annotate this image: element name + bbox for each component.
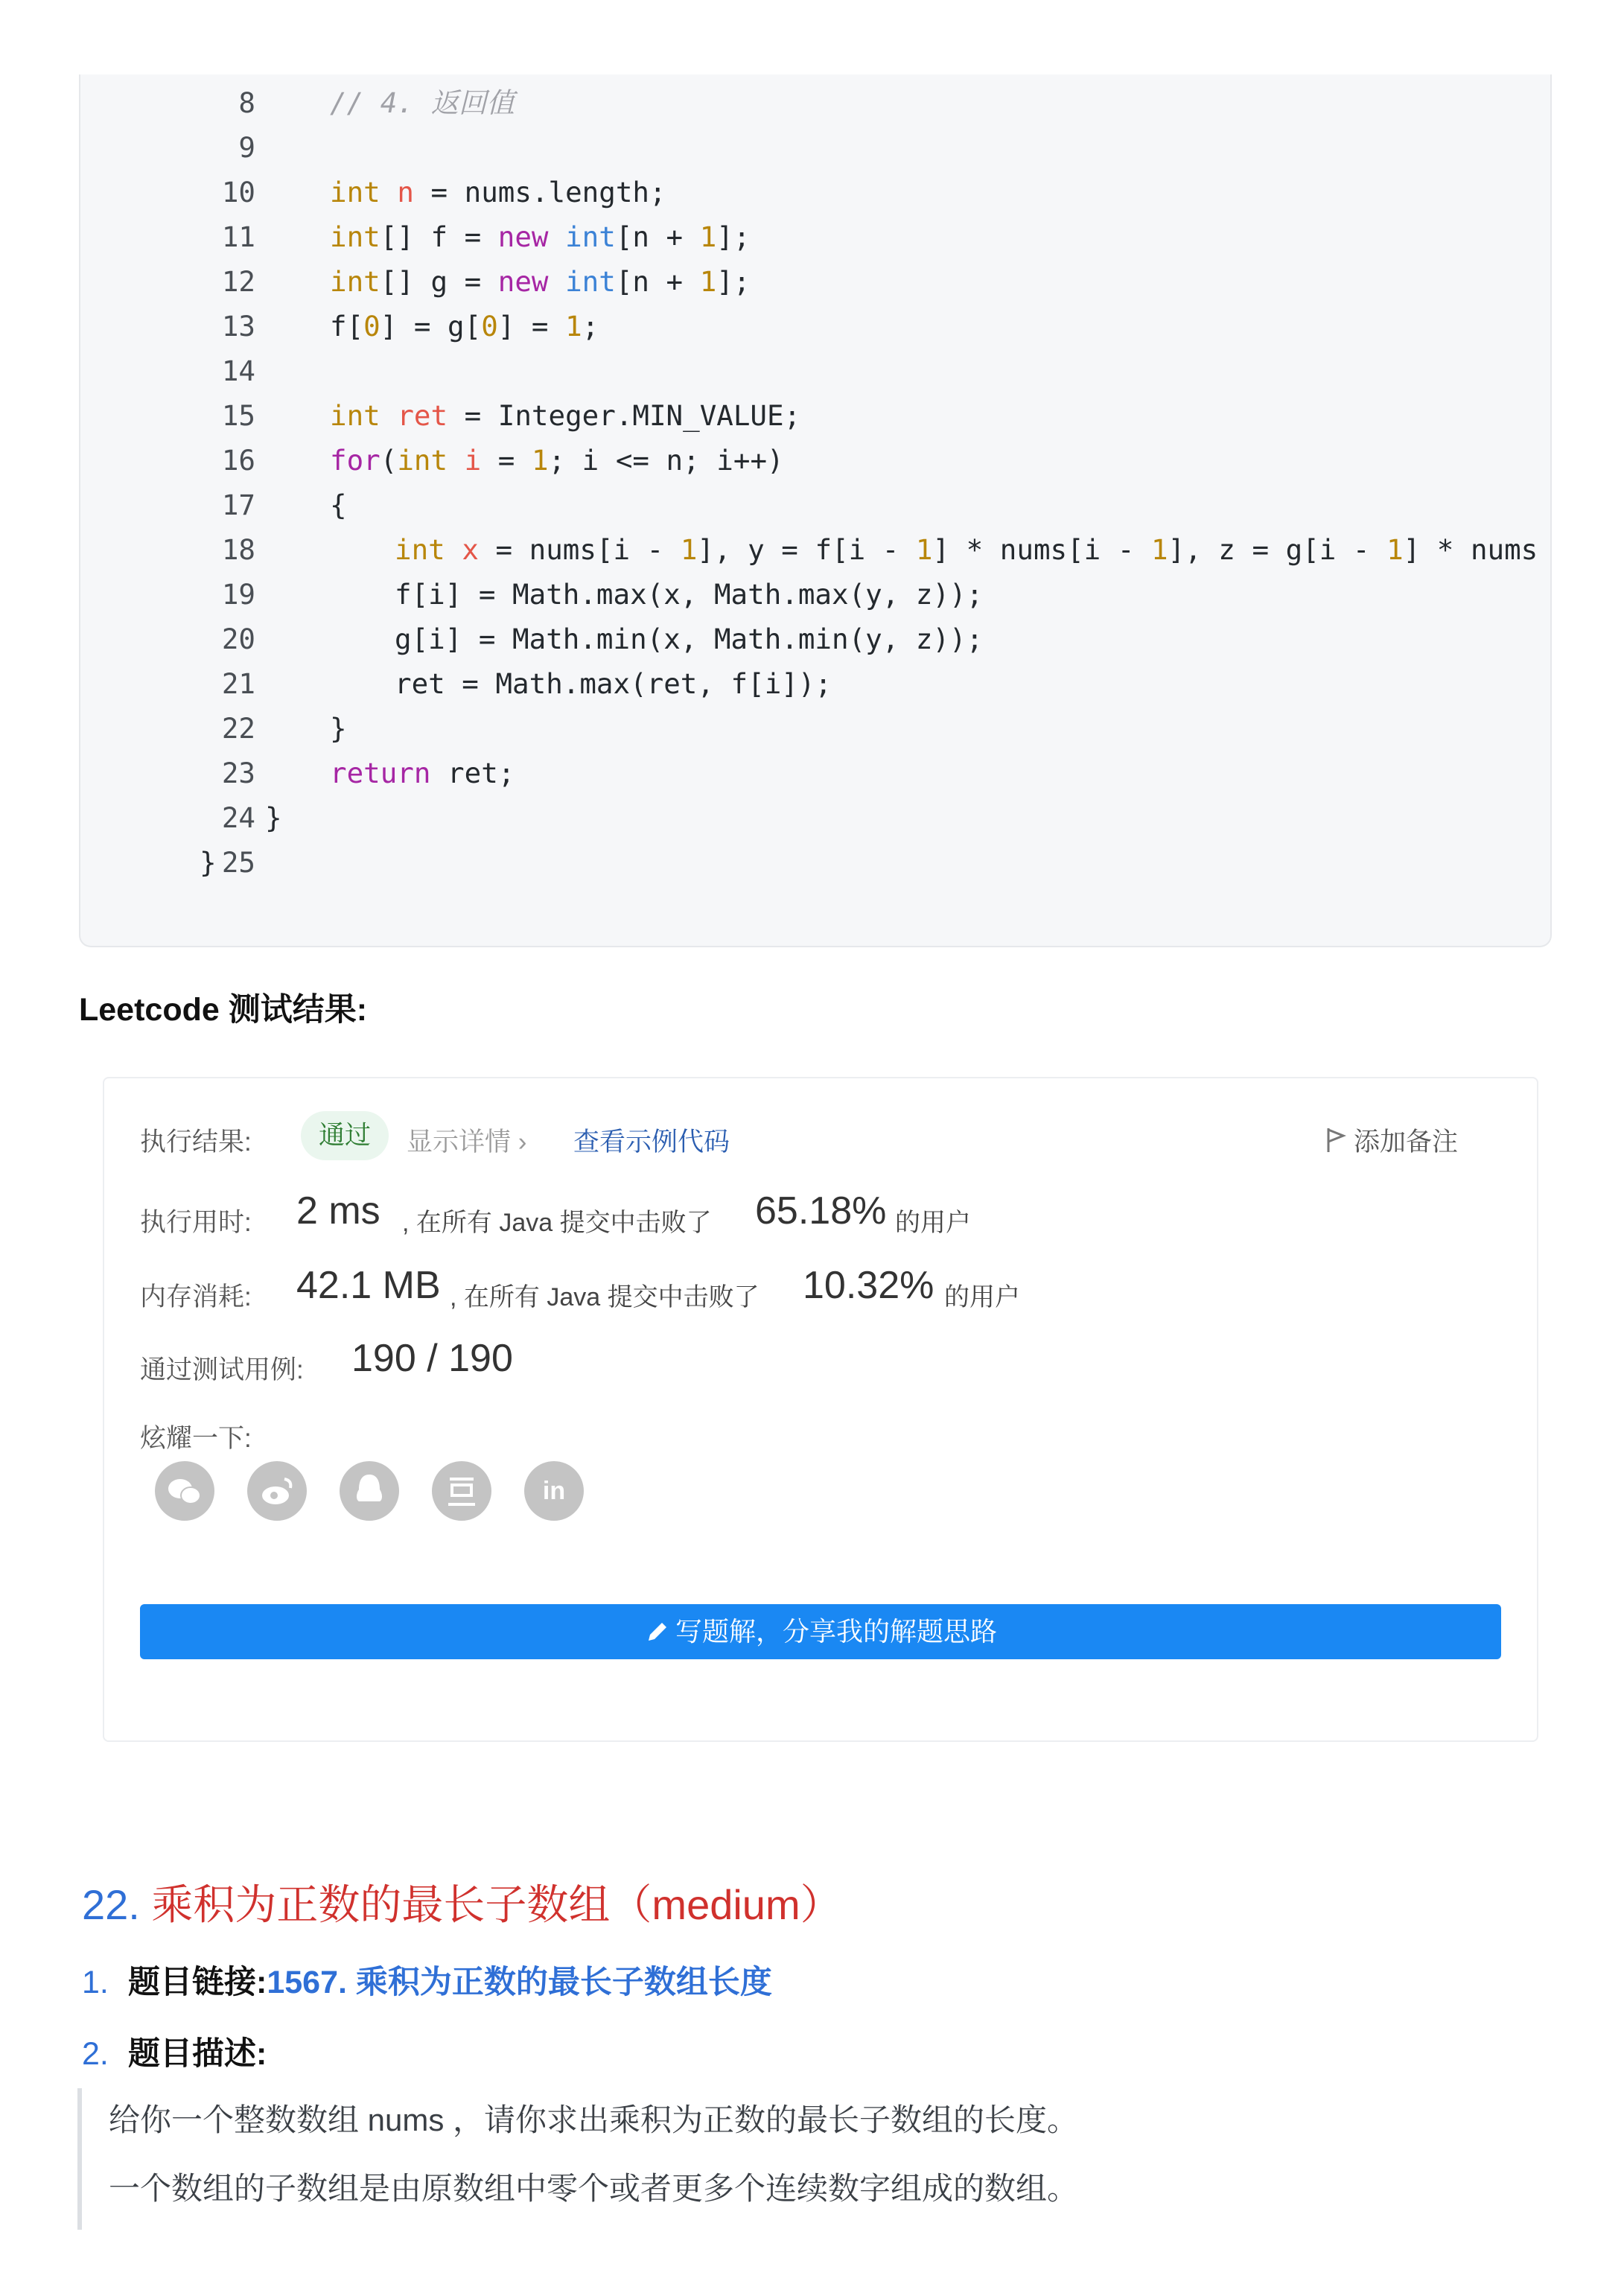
section-title: 22. 乘积为正数的最长子数组（medium） (82, 1881, 842, 1928)
exec-result-label: 执行结果: (140, 1128, 252, 1157)
memory-value: 42.1 MB (296, 1264, 441, 1307)
cases-label: 通过测试用例: (140, 1355, 304, 1384)
time-tail: 的用户 (895, 1209, 971, 1237)
result-heading: Leetcode 测试结果: (79, 992, 368, 1028)
write-solution-label: 写题解，分享我的解题思路 (675, 1616, 997, 1647)
linkedin-icon[interactable] (524, 1461, 584, 1521)
write-solution-button[interactable] (140, 1604, 1501, 1659)
description-line: 一个数组的子数组是由原数组中零个或者更多个连续数字组成的数组。 (109, 2171, 1079, 2206)
pencil-icon (644, 1620, 669, 1645)
code-block: 8 // 4. 返回值 9 10 int n = nums.length; 11 int[] f = new int[n + 1]; 12 int[] g = new int[n + 1]; 13 f[0] = g[0] = 1; 14 15 int ret = Integer.MIN_VALUE; 16 for(int i = 1; i <= n; i++) 17 { 18 int x = nums[i - 1], y = f[i - 1] * nums[i - 1], z = g[i - 1] * nums 19 f[i] = Math.max(x, Math.max(y, z)); 20 g[i] = Math.min(x, Math.min(y, z)); 21 ret = Math.max(ret, f[i]); 22 } 23 return ret; 24 } 25 } (79, 74, 1552, 947)
time-desc: , 在所有 Java 提交中击败了 (402, 1209, 712, 1237)
quote-bar (77, 2088, 82, 2230)
memory-percent: 10.32% (803, 1264, 934, 1307)
description-line: 给你一个整数数组 nums ，请你求出乘积为正数的最长子数组的长度。 (109, 2102, 1079, 2137)
sample-code-link[interactable]: 查看示例代码 (573, 1128, 730, 1157)
list-item: 2. 题目描述: (82, 2036, 267, 2072)
pass-badge: 通过 (301, 1111, 389, 1160)
time-label: 执行用时: (140, 1208, 252, 1237)
add-note-label: 添加备注 (1354, 1128, 1459, 1157)
memory-label: 内存消耗: (140, 1282, 252, 1311)
douban-icon[interactable] (432, 1461, 491, 1521)
share-label: 炫耀一下: (140, 1424, 252, 1453)
add-note-button[interactable] (1325, 1122, 1458, 1159)
flag-icon (1325, 1127, 1346, 1154)
time-percent: 65.18% (755, 1189, 887, 1233)
weibo-icon[interactable] (247, 1461, 307, 1521)
svg-text:in: in (542, 1477, 566, 1505)
time-value: 2 ms (296, 1189, 380, 1233)
memory-tail: 的用户 (944, 1283, 1020, 1311)
list-item: 1. 题目链接:1567. 乘积为正数的最长子数组长度 (82, 1965, 772, 2000)
wechat-icon[interactable] (155, 1461, 214, 1521)
memory-desc: , 在所有 Java 提交中击败了 (450, 1283, 760, 1311)
qq-icon[interactable] (340, 1461, 399, 1521)
cases-value: 190 / 190 (351, 1337, 513, 1380)
show-detail-link[interactable]: 显示详情 › (407, 1128, 527, 1157)
problem-link[interactable]: 1567. 乘积为正数的最长子数组长度 (267, 1965, 772, 2000)
